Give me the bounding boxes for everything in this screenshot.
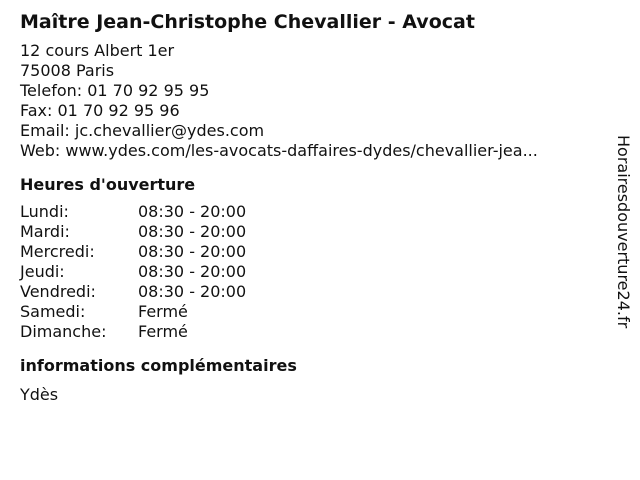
phone-link[interactable]: 01 70 92 95 95 [87,81,210,100]
phone-label: Telefon: [20,81,83,100]
hours-row-thursday [20,262,600,282]
web-link[interactable]: www.ydes.com/les-avocats-daffaires-dydes/chevallier-jea... [65,141,538,160]
fax-row [20,101,600,121]
hours-list [20,202,600,342]
hours-row-friday [20,282,600,302]
day-label: Lundi: [20,202,69,221]
business-card [20,10,600,405]
day-label: Jeudi: [20,262,65,281]
email-label: Email: [20,121,70,140]
info-heading: informations complémentaires [20,356,297,375]
hours-heading: Heures d'ouverture [20,175,196,194]
day-hours: 08:30 - 20:00 [138,222,247,241]
web-row [20,141,600,161]
phone-row [20,81,600,101]
hours-row-monday [20,202,600,222]
day-hours: Fermé [138,302,188,321]
info-text: Ydès [20,385,59,404]
day-label: Samedi: [20,302,86,321]
day-label: Dimanche: [20,322,107,341]
email-row [20,121,600,141]
day-label: Mercredi: [20,242,95,261]
hours-row-wednesday [20,242,600,262]
day-hours: Fermé [138,322,188,341]
day-label: Vendredi: [20,282,96,301]
site-brand-vertical[interactable]: Horairesdouverture24.fr [614,135,633,329]
address-line1: 12 cours Albert 1er [20,41,175,60]
day-hours: 08:30 - 20:00 [138,282,247,301]
fax-label: Fax: [20,101,53,120]
web-label: Web: [20,141,61,160]
day-hours: 08:30 - 20:00 [138,242,247,261]
email-link[interactable]: jc.chevallier@ydes.com [74,121,265,140]
hours-row-saturday [20,302,600,322]
hours-row-sunday [20,322,600,342]
address-line2: 75008 Paris [20,61,115,80]
fax-value: 01 70 92 95 96 [57,101,180,120]
day-hours: 08:30 - 20:00 [138,262,247,281]
day-label: Mardi: [20,222,70,241]
hours-row-tuesday [20,222,600,242]
day-hours: 08:30 - 20:00 [138,202,247,221]
business-name: Maître Jean-Christophe Chevallier - Avocat [20,11,475,33]
